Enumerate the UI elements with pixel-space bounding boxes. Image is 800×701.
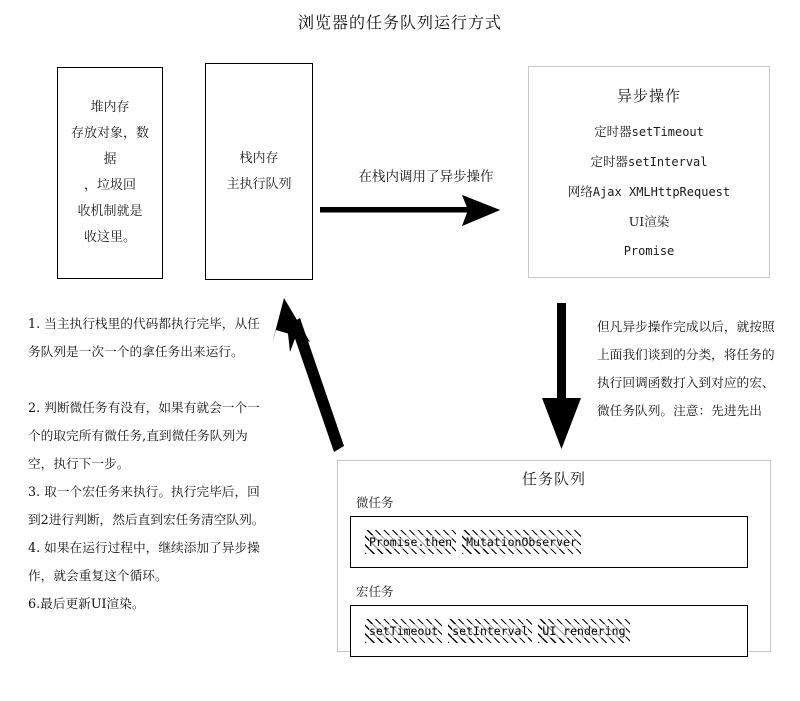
heap-memory-text [58, 95, 162, 251]
heap-memory-line-1: 存放对象，数据 [70, 126, 149, 167]
task-queue-box [337, 460, 771, 652]
async-operations-list [529, 117, 769, 266]
right-note-text: 但凡异步操作完成以后，就按照上面我们谈到的分类，将任务的执行回调函数打入到对应的宏、微任务队列。注意：先进先出 [597, 319, 775, 418]
micro-task-chip-label: MutationObserver [466, 535, 577, 549]
macro-task-group [350, 582, 758, 657]
async-operation-item [529, 117, 769, 147]
micro-task-chip[interactable] [462, 530, 581, 554]
async-item-0-code: setTimeout [631, 125, 704, 139]
heap-memory-box [57, 67, 163, 279]
async-item-2-prefix: 网络 [567, 184, 593, 199]
macro-task-chip[interactable] [538, 619, 629, 643]
arrow-queue-to-stack [272, 298, 344, 452]
async-operation-item [529, 147, 769, 177]
heap-memory-line-4: 收这里。 [83, 230, 136, 245]
micro-task-chip-label: Promise.then [369, 535, 453, 549]
heap-memory-line-0: 堆内存 [90, 100, 130, 115]
note-spacer [28, 366, 270, 394]
micro-task-group [350, 493, 758, 568]
async-item-1-code: setInterval [628, 155, 708, 169]
heap-memory-line-2: ，垃圾回 [83, 178, 136, 193]
page-title: 浏览器的任务队列运行方式 [297, 13, 502, 32]
async-item-4-code: Promise [623, 244, 675, 258]
heap-memory-line-3: 收机制就是 [77, 204, 143, 219]
stack-memory-line-0: 栈内存 [239, 150, 279, 166]
async-item-2-code: Ajax XMLHttpRequest [592, 185, 731, 199]
async-item-1-prefix: 定时器 [590, 154, 629, 169]
async-operation-item [529, 236, 769, 266]
left-note-item: 6.最后更新UI渲染。 [28, 596, 145, 611]
left-note-item: 1. 当主执行栈里的代码都执行完毕，从任务队列是一次一个的拿任务出来运行。 [28, 316, 260, 359]
arrow-label-stack-to-async: 在栈内调用了异步操作 [358, 169, 494, 185]
left-notes [28, 310, 270, 618]
left-note-item: 4. 如果在运行过程中，继续添加了异步操作，就会重复这个循环。 [28, 540, 260, 583]
stack-memory-box [205, 63, 313, 280]
macro-task-chip-label: setTimeout [369, 624, 439, 638]
micro-task-track [350, 516, 748, 568]
macro-task-track [350, 605, 748, 657]
macro-task-chip-label: UI rendering [542, 624, 626, 638]
async-operations-title: 异步操作 [616, 87, 681, 105]
async-operation-item [529, 207, 769, 236]
async-item-3-code: UI渲染 [628, 214, 670, 229]
micro-task-chip[interactable] [365, 530, 456, 554]
stack-memory-line-1: 主执行队列 [226, 176, 292, 192]
async-item-0-prefix: 定时器 [594, 124, 632, 139]
left-note-item: 3. 取一个宏任务来执行。执行完毕后，回到2进行判断，然后直到宏任务清空队列。 [28, 484, 265, 527]
left-note-item: 2. 判断微任务有没有，如果有就会一个一个的取完所有微任务,直到微任务队列为空，执行下一步。 [28, 400, 260, 471]
arrow-stack-to-async [320, 195, 500, 226]
macro-task-chip-label: setInterval [452, 624, 529, 638]
async-operation-item [529, 177, 769, 207]
macro-task-chip[interactable] [448, 619, 532, 643]
arrow-async-to-queue [542, 303, 581, 449]
async-operations-box [528, 66, 770, 278]
macro-task-label: 宏任务 [356, 584, 394, 599]
stack-memory-text [206, 146, 312, 198]
micro-task-label: 微任务 [356, 495, 394, 510]
right-note [597, 313, 777, 425]
macro-task-chip[interactable] [365, 619, 442, 643]
task-queue-title: 任务队列 [521, 470, 586, 488]
